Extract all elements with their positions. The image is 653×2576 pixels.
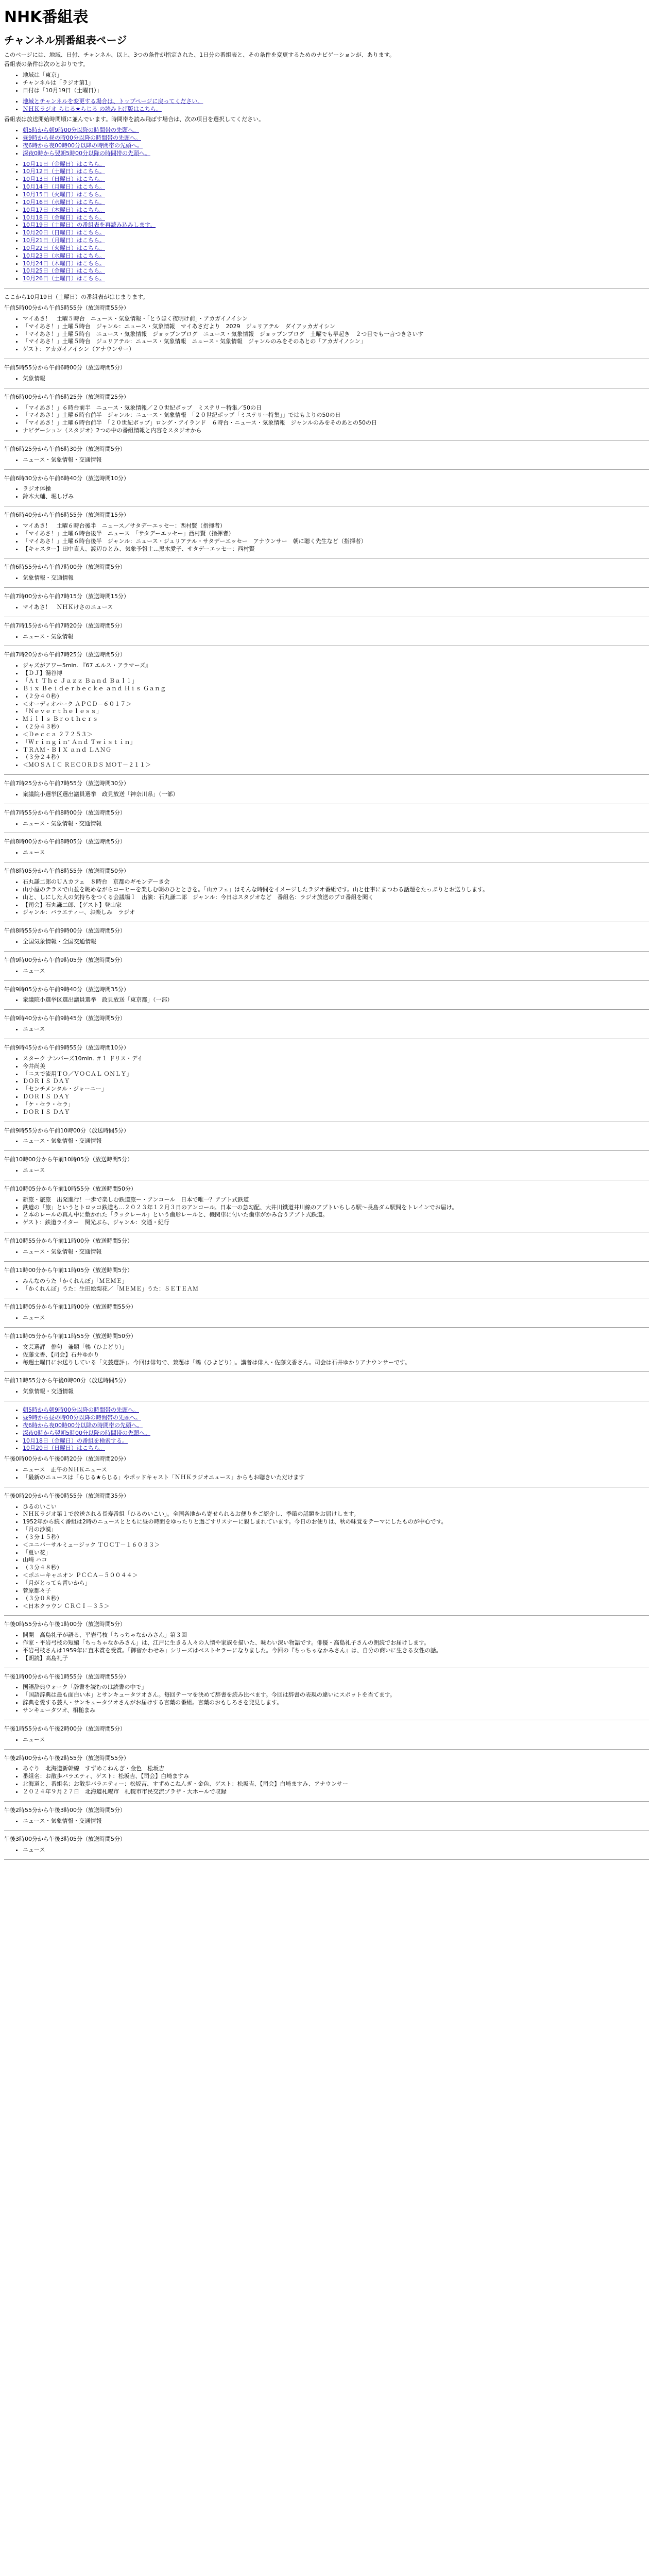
program-block [4, 1807, 649, 1831]
day-nav-link[interactable]: 10月22日（火曜日）はこちら。 [23, 244, 105, 251]
program-details [4, 1503, 649, 1611]
program-time: 午前7時25分から午前7時55分（放送時間30分） [4, 780, 129, 787]
program-time: 午前10時00分から午前10時05分（放送時間5分） [4, 1156, 133, 1163]
program-block [4, 1156, 649, 1180]
mid-time-nav-link[interactable]: 10月18日（金曜日）の番組を検索する。 [23, 1437, 128, 1444]
program-details [4, 1632, 649, 1662]
program-block [4, 957, 649, 981]
program-detail-line: • 気象情報・交通情報 [23, 574, 649, 582]
day-nav-link[interactable]: 10月11日（金曜日）はこちら。 [23, 160, 105, 167]
program-detail-line: • 「国語辞典は最も面白い本」とサンキュータツオさん。毎回テーマを決めて辞書を読み比べます。今回は辞書の表現の違いにスポットを当てます。 [23, 1691, 649, 1699]
program-detail-line: • 「ニスで流用ＴＯ／ＶＯＣＡＬ ＯＮＬＹ」 [23, 1071, 649, 1078]
program-details [4, 485, 649, 501]
program-detail-line: • 山小屋のテラスで山並を眺めながらコーヒーを楽しむ朝のひとときを。「山カフェ」はそんな時間をイメージしたラジオ番組です。山と仕事にまつわる話題をたっぷりとお送りします。 [23, 886, 649, 894]
program-time: 午前9時05分から午前9時40分（放送時間35分） [4, 986, 129, 993]
program-time: 午前9時55分から午前10時00分（放送時間5分） [4, 1127, 129, 1134]
program-details [4, 938, 649, 946]
program-detail-line: • ニュース・気象情報・交通情報 [23, 1248, 649, 1256]
time-nav-label: 番組表は放送開始時間順に並んでいます。時間帯を読み飛ばす場合は、次の項目を選択してください。 [4, 116, 265, 123]
program-details [4, 1765, 649, 1795]
program-block [4, 446, 649, 470]
day-nav-link[interactable]: 10月18日（金曜日）はこちら。 [23, 214, 105, 221]
program-block [4, 512, 649, 558]
program-block [4, 1377, 649, 1401]
program-time: 午後3時00分から午後3時05分（放送時間5分） [4, 1836, 126, 1843]
program-details [4, 574, 649, 582]
program-detail-line: • 「ケ・セラ・セラ」 [23, 1101, 649, 1109]
program-time: 午前10時55分から午前11時00分（放送時間5分） [4, 1238, 133, 1245]
program-details [4, 1314, 649, 1322]
program-detail-line: • 山と、しにした人の気持ちをつくる会議場ｌ 出演：石丸謙二郎 ジャンル：今日はスタジオなど 番組名：ラジオ放送のプロ番組を聞く [23, 894, 649, 902]
mid-time-nav-link[interactable]: 10月20日（日曜日）はこちら。 [23, 1445, 105, 1452]
program-details [4, 1818, 649, 1825]
program-detail-line: • あぐり 北海道新幹線 すずめこねんぎ・金色 松坂吉 [23, 1765, 649, 1773]
program-detail-line: • 「Ｗｒｉｎｇｉｎ’ Ａｎｄ Ｔｗｉｓｔｉｎ」 [23, 739, 649, 747]
program-block [4, 927, 649, 952]
program-detail-line: • 全国気象情報・全国交通情報 [23, 938, 649, 946]
program-detail-line: • 「センチメンタル・ジャーニー」 [23, 1086, 649, 1093]
day-nav-link[interactable]: 10月19日（土曜日）の番組表を再読み込みします。 [23, 222, 156, 229]
program-divider [4, 1749, 649, 1750]
mid-time-nav-item[interactable] [23, 1406, 649, 1414]
program-detail-line: • 「夏い花」 [23, 1549, 649, 1557]
program-divider [4, 1327, 649, 1328]
program-detail-line: • ＜日本クラウン ＣＲＣＩ－３５＞ [23, 1603, 649, 1611]
day-nav-link[interactable]: 10月13日（日曜日）はこちら。 [23, 176, 105, 183]
program-details [4, 1846, 649, 1854]
program-divider [4, 1009, 649, 1010]
program-detail-line: • マイあさ！ 土曜６時台後半 ニュース／サタデーエッセー：西村賢（指揮者） [23, 522, 649, 530]
program-block [4, 1455, 649, 1487]
program-detail-line: • 「マイあさ！」土曜６時台後半 ニュース 「サタデーエッセー」西村賢（指揮者） [23, 530, 649, 538]
condition-nav-item[interactable] [23, 98, 649, 106]
program-detail-line: • （３分１５秒） [23, 1534, 649, 1541]
mid-time-nav-item[interactable] [23, 1430, 649, 1437]
program-divider [4, 469, 649, 470]
program-detail-line: • 石丸謙二郎のＵＡカフェ ８時台 京都のギモンデーき会 [23, 878, 649, 886]
day-nav-item[interactable] [23, 199, 649, 207]
time-nav-link[interactable]: 昼9時から昼の時00分以降の時間帯の先頭へ。 [23, 134, 141, 142]
program-divider [4, 1261, 649, 1262]
program-detail-line: • ニュース 正午のＮＨＫニュース [23, 1466, 649, 1474]
program-time: 午前11時05分から午前11時00分（放送時間55分） [4, 1303, 136, 1311]
program-detail-line: • 「マイあさ！」土曜６時台後半 ジャンル：ニュース・ジュリアテル・サタデーエッセー アナウンサー 朝に聴く先生など（指揮者） [23, 538, 649, 546]
day-nav-item[interactable] [23, 267, 649, 275]
condition-nav-link[interactable]: 地域とチャンネルを変更する場合は、トップページに戻ってください。 [23, 97, 203, 105]
day-nav-link[interactable]: 10月25日（金曜日）はこちら。 [23, 267, 105, 275]
day-nav-item[interactable] [23, 245, 649, 252]
program-details [4, 1196, 649, 1227]
program-block [4, 394, 649, 440]
program-detail-line: • 辞典を愛する芸人・サンキュータツオさんがお届けする言葉の番組。言葉のおもしろさを発見します。 [23, 1699, 649, 1707]
program-detail-line: • ＜ユニバーサルミュージック ＴＯＣＴ－１６０３３＞ [23, 1541, 649, 1549]
program-block [4, 1044, 649, 1122]
program-list [4, 304, 649, 1401]
program-detail-line: • 鉄道の「旅」というとトロッコ鉄道も…２０２３年１２月３日のアンコール。日本一の急勾配、大井川鐵道井川線のアプトいちしろ駅〜長島ダム駅間をトレインでお届け。 [23, 1204, 649, 1212]
day-nav-link[interactable]: 10月17日（木曜日）はこちら。 [23, 206, 105, 213]
program-detail-line: • 【ＤＪ】湯谷博 [23, 670, 649, 677]
page-title: NHK番組表 [4, 8, 89, 26]
day-nav-link[interactable]: 10月14日（月曜日）はこちら。 [23, 183, 105, 191]
program-detail-line: • ジャンル：バラエティー、お楽しみ ラジオ [23, 909, 649, 917]
condition-item: • 地域は「東京」 [23, 72, 649, 79]
program-block [4, 364, 649, 388]
program-time: 午後1時55分から午後2時00分（放送時間5分） [4, 1725, 126, 1732]
time-nav-link[interactable]: 夜6時から夜00時00分以降の時間帯の先頭へ。 [23, 142, 143, 149]
program-list-pm [4, 1455, 649, 1860]
mid-time-nav-link[interactable]: 朝5時から朝9時00分以降の時間帯の先頭へ。 [23, 1406, 139, 1414]
program-detail-line: • Ｍｉｌｌｓ Ｂｒｏｔｈｅｒｓ [23, 716, 649, 723]
program-detail-line: • 「マイあさ！」土曜５時台 ジャンル：ニュース・気象情報 マイあさだより 2029 ジュリアテル ダイアッカガイシン [23, 323, 649, 331]
day-nav-link[interactable]: 10月26日（土曜日）はこちら。 [23, 275, 105, 282]
day-nav-link[interactable]: 10月16日（水曜日）はこちら。 [23, 198, 105, 206]
program-block [4, 1015, 649, 1039]
program-details [4, 375, 649, 383]
program-detail-line: • 「マイあさ！」土曜６時台前半 「２０世紀ポップ」ロング・アイランド ６時台・ニュース・気象情報 ジャンルのみをそのあとの50の日 [23, 419, 649, 427]
program-detail-line: • スターク ナンバーズ10min. ＃１ ドリス・デイ [23, 1055, 649, 1063]
program-detail-line: • ニュース [23, 968, 649, 975]
program-time: 午後0時55分から午後1時00分（放送時間5分） [4, 1621, 126, 1628]
day-nav-item[interactable] [23, 191, 649, 199]
program-block [4, 1836, 649, 1860]
day-nav-item[interactable] [23, 161, 649, 168]
program-details [4, 456, 649, 464]
program-block [4, 1725, 649, 1750]
program-divider [4, 980, 649, 981]
program-detail-line: • サンキュータツオ、相槌まみ [23, 1707, 649, 1715]
program-details [4, 791, 649, 799]
day-nav-link[interactable]: 10月20日（日曜日）はこちら。 [23, 229, 105, 236]
program-block [4, 1185, 649, 1232]
program-divider [4, 587, 649, 588]
program-details [4, 1026, 649, 1033]
program-divider [4, 1801, 649, 1802]
program-block [4, 1673, 649, 1720]
day-nav-item[interactable] [23, 168, 649, 176]
program-detail-line: • ニュース・気象情報 [23, 633, 649, 641]
program-details [4, 1167, 649, 1175]
program-block [4, 1127, 649, 1151]
program-detail-line: • ひるのいこい [23, 1503, 649, 1511]
program-detail-line: • ニュース・気象情報・交通情報 [23, 456, 649, 464]
program-detail-line: • ニュース・気象情報・交通情報 [23, 820, 649, 828]
program-detail-line: • 「マイあさ！」土曜６時台前半 ジャンル：ニュース・気象情報 「２０世紀ポップ「ミステリー特集」」ではもよりの50の日 [23, 412, 649, 419]
mid-time-nav-link[interactable]: 深夜0時から翌朝5時00分以降の時間帯の先頭へ。 [23, 1429, 150, 1436]
program-divider [4, 1150, 649, 1151]
program-detail-line: • ＴＲＡＭ・ＢＩＸ ａｎｄ ＬＡＮＧ [23, 747, 649, 754]
program-time: 午後0時20分から午後0時55分（放送時間35分） [4, 1492, 129, 1499]
day-nav-item[interactable] [23, 222, 649, 229]
time-nav-link[interactable]: 深夜0時から翌朝5時00分以降の時間帯の先頭へ。 [23, 149, 150, 157]
program-time: 午後0時00分から午後0時20分（放送時間20分） [4, 1455, 129, 1463]
program-detail-line: • 「Ｎｅｖｅｒｔｈｅｌｅｓｓ」 [23, 708, 649, 716]
program-detail-line: • 山崎 ハコ [23, 1556, 649, 1564]
day-nav-link[interactable]: 10月21日（月曜日）はこちら。 [23, 237, 105, 244]
program-details [4, 820, 649, 828]
program-detail-line: • ＤＯＲＩＳ ＤＡＹ [23, 1109, 649, 1116]
program-detail-line: • ＜オーディオパーク ＡＰＣＤ－６０１７＞ [23, 701, 649, 708]
program-detail-line: • 1952年から続く番組は2時のニュースとともに昼の時間をゆったりと過ごすリスナーに親しまれています。今日のお便りは、秋の味覚をテーマにしたものが中心です。 [23, 1518, 649, 1526]
program-detail-line: • 衆議院小選挙区選出議員選挙 政見放送「神奈川県」（一部） [23, 791, 649, 799]
program-time: 午前9時40分から午前9時45分（放送時間5分） [4, 1015, 126, 1022]
program-detail-line: • ゲスト：アカガイノイシン（アナウンサー） [23, 346, 649, 353]
program-details [4, 522, 649, 553]
program-time: 午前10時05分から午前10時55分（放送時間50分） [4, 1185, 136, 1192]
program-detail-line: • マイあさ！ 土曜５時台 ニュース・気象情報・「とうほく夜明け前」・アカガイノイシン [23, 315, 649, 323]
mid-time-nav-link[interactable]: 夜6時から夜00時00分以降の時間帯の先頭へ。 [23, 1421, 143, 1429]
time-nav-item[interactable] [23, 134, 649, 142]
condition-item: • チャンネルは「ラジオ第1」 [23, 79, 649, 87]
program-detail-line: • 「Ａｔ Ｔｈｅ Ｊａｚｚ Ｂａｎｄ Ｂａｌｌ」 [23, 677, 649, 685]
program-block [4, 1303, 649, 1328]
day-nav-item[interactable] [23, 237, 649, 245]
program-detail-line: • 気象情報・交通情報 [23, 1388, 649, 1396]
mid-time-nav-link[interactable]: 昼9時から昼の時00分以降の時間帯の先頭へ。 [23, 1414, 141, 1421]
program-block [4, 809, 649, 834]
program-detail-line: • ニュース・気象情報・交通情報 [23, 1818, 649, 1825]
program-detail-line: • 「かくれんぼ」うた：生田絵梨花／「ＭＥＭＥ」うた：ＳＥＴＥＡＭ [23, 1285, 649, 1293]
mid-time-nav-item[interactable] [23, 1414, 649, 1422]
program-detail-line: • マイあさ！ ＮＨＫけさのニュース [23, 604, 649, 612]
program-details [4, 878, 649, 917]
program-detail-line: • ＮＨＫラジオ第１で放送される長寿番組「ひるのいこい」。全国各地から寄せられるお便りをご紹介し、季節の話題をお届けします。 [23, 1511, 649, 1518]
program-details [4, 1466, 649, 1482]
program-details [4, 633, 649, 641]
program-block [4, 838, 649, 862]
program-detail-line: • ジャズがアワー5min. 『67 エルス・アラマーズ』 [23, 662, 649, 670]
program-divider [4, 1859, 649, 1860]
program-detail-line: • 平岩弓枝さんは1959年に直木賞を受賞。「御宿かわせみ」シリーズはベストセラーになりました。今回の『ちっちゃなかみさん』は、自分の商いに生きる女性の話。 [23, 1647, 649, 1655]
mid-time-nav-item[interactable] [23, 1445, 649, 1452]
program-time: 午前8時00分から午前8時05分（放送時間5分） [4, 838, 126, 845]
program-detail-line: • 文芸選評 俳句 兼題「鵯（ひよどり）」 [23, 1344, 649, 1351]
day-nav-link[interactable]: 10月23日（水曜日）はこちら。 [23, 252, 105, 259]
program-time: 午前9時45分から午前9時55分（放送時間10分） [4, 1044, 129, 1051]
program-block [4, 1238, 649, 1262]
program-time: 午前5時00分から午前5時55分（放送時間55分） [4, 304, 129, 311]
day-nav-item[interactable] [23, 183, 649, 191]
program-detail-line: • ニュース [23, 1026, 649, 1033]
program-details [4, 662, 649, 769]
program-detail-line: • ニュース [23, 849, 649, 857]
program-details [4, 1248, 649, 1256]
program-detail-line: • ニュース [23, 1167, 649, 1175]
program-detail-line: • 【キャスター】田中直人、渡辺ひとみ、気象予報士…黒木愛子、サタデーエッセー：西村賢 [23, 546, 649, 553]
day-nav-item[interactable] [23, 275, 649, 283]
program-detail-line: • ＤＯＲＩＳ ＤＡＹ [23, 1078, 649, 1086]
program-detail-line: • 番組名：お散歩バラエティ、ゲスト：松坂吉、【司会】白崎ますみ [23, 1773, 649, 1781]
program-detail-line: • 「マイあさ！」６時台前半 ニュース・気象情報／２０世紀ポップ ミステリー特集／50の日 [23, 404, 649, 412]
program-time: 午前6時00分から午前6時25分（放送時間25分） [4, 393, 129, 400]
program-time: 午前6時55分から午前7時00分（放送時間5分） [4, 564, 126, 571]
program-divider [4, 774, 649, 775]
program-block [4, 1621, 649, 1668]
program-divider [4, 951, 649, 952]
program-block [4, 304, 649, 359]
program-detail-line: • 今井尚美 [23, 1063, 649, 1071]
program-detail-line: • ＜Ｄｅｃｃａ ２７２５３＞ [23, 731, 649, 739]
program-block [4, 1333, 649, 1372]
program-detail-line: • ＤＯＲＩＳ ＤＡＹ [23, 1093, 649, 1101]
program-detail-line: • ニュース・気象情報・交通情報 [23, 1138, 649, 1145]
day-nav-item[interactable] [23, 260, 649, 268]
program-detail-line: • ニュース [23, 1736, 649, 1744]
time-nav-item[interactable] [23, 150, 649, 158]
program-time: 午前8時05分から午前8時55分（放送時間50分） [4, 868, 129, 875]
time-nav-links [4, 127, 649, 157]
program-time: 午前6時25分から午前6時30分（放送時間5分） [4, 445, 126, 452]
mid-time-nav-item[interactable] [23, 1422, 649, 1430]
program-detail-line: • 「マイあさ！」土曜５時台 ジュリアテル：ニュース・気象情報 ニュース・気象情報 ジャンルのみをそのあとの「アカガイノシン」 [23, 338, 649, 346]
time-nav-item[interactable] [23, 127, 649, 134]
program-detail-line: • ニュース [23, 1846, 649, 1854]
page-subtitle: チャンネル別番組表ページ [4, 33, 127, 46]
program-detail-line: • （３分０８秒） [23, 1595, 649, 1603]
program-time: 午前9時00分から午前9時05分（放送時間5分） [4, 956, 126, 963]
program-detail-line: • 毎週土曜日にお送りしている「文芸選評」。今回は俳句で、兼題は「鵯（ひよどり）」。講者は俳人・佐藤文香さん。司会は石井ゆかりアナウンサーです。 [23, 1359, 649, 1367]
program-details [4, 1344, 649, 1367]
program-detail-line: • みんなのうた「かくれんぼ」「ＭＥＭＥ」 [23, 1278, 649, 1285]
day-nav-item[interactable] [23, 176, 649, 183]
day-nav-item[interactable] [23, 214, 649, 222]
program-detail-line: • （２分４３秒） [23, 723, 649, 731]
program-time: 午前7時15分から午前7時20分（放送時間5分） [4, 622, 126, 629]
program-detail-line: • 【司会】石丸謙二郎、【ゲスト】登山家 [23, 902, 649, 909]
program-divider [4, 1371, 649, 1372]
program-block [4, 1493, 649, 1616]
program-detail-line: • 北海道と、番組名：お散歩バラエティー：松坂吉、すずめこねんぎ・金色、ゲスト：松坂吉、【司会】白崎ますみ、アナウンサー [23, 1781, 649, 1788]
program-detail-line: • ＜ＭＯＳＡＩＣ ＲＥＣＯＲＤＳ ＭＯＴ－２１１＞ [23, 761, 649, 769]
program-details [4, 1736, 649, 1744]
program-detail-line: • 「月の沙漠」 [23, 1526, 649, 1534]
program-block [4, 1267, 649, 1299]
program-time: 午前8時55分から午前9時00分（放送時間5分） [4, 927, 126, 935]
program-detail-line: • 佐藤文香、【司会】石井ゆかり [23, 1351, 649, 1359]
program-time: 午前7時20分から午前7時25分（放送時間5分） [4, 651, 126, 658]
program-detail-line: • 「マイあさ！」土曜５時台 ニュース・気象情報 ジョップンブログ ニュース・気象情報 ジョップンブログ 土曜でも早起き ２つ目でも一言つきさいす [23, 331, 649, 338]
program-detail-line: • 作家・平岩弓枝の短編「ちっちゃなかみさん」は、江戸に生きる人々の人情や家族を描いた、味わい深い物語です。俳優・高島礼子さんの朗読でお届けします。 [23, 1639, 649, 1647]
condition-nav-item[interactable] [23, 106, 649, 113]
program-details [4, 1055, 649, 1116]
program-detail-line: • 気象情報 [23, 375, 649, 383]
program-time: 午後2時00分から午後2時55分（放送時間55分） [4, 1754, 129, 1761]
program-block [4, 593, 649, 617]
program-block [4, 868, 649, 922]
page-intro: このページには、地域、日付、チャンネル、以上、3つの条件が指定された、1日分の番組表と、その条件を変更するためのナビゲーションが、あります。 [4, 51, 395, 58]
program-time: 午前6時40分から午前6時55分（放送時間15分） [4, 512, 129, 519]
program-details [4, 849, 649, 857]
program-detail-line: • （２分４０秒） [23, 693, 649, 701]
program-divider [4, 1830, 649, 1831]
day-nav-link[interactable]: 10月24日（木曜日）はこちら。 [23, 260, 105, 267]
program-detail-line: • 開開 高島礼子が語る、平岩弓枝「ちっちゃなかみさん」第３回 [23, 1632, 649, 1639]
program-detail-line: • ニュース [23, 1314, 649, 1322]
day-nav-item[interactable] [23, 207, 649, 214]
divider [4, 288, 649, 289]
program-detail-line: • ナビゲーション（スタジオ）2つの中の番組情報と内容をスタジオから [23, 427, 649, 435]
condition-nav-link[interactable]: ＮＨＫラジオ らじる★らじる の読み上げ版はこちら。 [23, 105, 162, 112]
program-time: 午前11時05分から午前11時55分（放送時間50分） [4, 1333, 136, 1340]
program-time: 午後1時00分から午後1時55分（放送時間55分） [4, 1673, 129, 1680]
program-block [4, 986, 649, 1010]
program-detail-line: • ２本のレールの真ん中に敷かれた「ラックレール」という歯形レールと、機関車に付いた歯車がかみ合うアプト式鉄道。 [23, 1211, 649, 1219]
program-time: 午前11時00分から午前11時05分（放送時間5分） [4, 1266, 133, 1274]
program-detail-line: • 鈴木大輔、堀しげみ [23, 493, 649, 501]
program-block [4, 475, 649, 507]
time-nav-link[interactable]: 朝5時から朝9時00分以降の時間帯の先頭へ。 [23, 127, 139, 134]
program-block [4, 564, 649, 588]
program-time: 午後2時55分から午後3時00分（放送時間5分） [4, 1806, 126, 1814]
mid-time-nav-item[interactable] [23, 1437, 649, 1445]
program-time: 午前11時55分から午後0時00分（放送時間5分） [4, 1377, 129, 1384]
day-nav-item[interactable] [23, 252, 649, 260]
program-details [4, 1684, 649, 1714]
day-nav-link[interactable]: 10月15日（火曜日）はこちら。 [23, 191, 105, 198]
program-detail-line: • 「最新のニュースは「らじる★らじる」やポッドキャスト「ＮＨＫラジオニュース」からもお聴きいただけます [23, 1474, 649, 1482]
program-details [4, 1388, 649, 1396]
program-time: 午前7時55分から午前8時00分（放送時間5分） [4, 809, 126, 816]
conditions-list [4, 72, 649, 95]
program-detail-line: • 菅原都々子 [23, 1587, 649, 1595]
program-detail-line: • 「月がとっても青いから」 [23, 1580, 649, 1587]
time-nav-item[interactable] [23, 142, 649, 150]
program-detail-line: • ２０２４年９月２７日 北海道札幌市 札幌市市民交流プラザ・大ホールで収録 [23, 1788, 649, 1796]
program-detail-line: • 【朗読】高島礼子 [23, 1655, 649, 1663]
day-nav-item[interactable] [23, 229, 649, 237]
program-block [4, 622, 649, 647]
program-details [4, 604, 649, 612]
program-details [4, 1278, 649, 1293]
program-block [4, 651, 649, 775]
program-time: 午前5時55分から午前6時00分（放送時間5分） [4, 364, 126, 371]
program-detail-line: • 衆議院小選挙区選出議員選挙 政見放送「東京都」（一部） [23, 996, 649, 1004]
program-block [4, 1755, 649, 1802]
program-detail-line: • Ｂｉｘ Ｂｅｉｄｅｒｂｅｃｋｅ ａｎｄ Ｈｉｓ Ｇａｎｇ [23, 685, 649, 693]
program-detail-line: • ラジオ体操 [23, 485, 649, 493]
program-detail-line: • 新旅・旅旅 出発進行！一歩で楽しむ鉄道旅ー・アンコール 日本で唯一？アプト式鉄道 [23, 1196, 649, 1204]
program-detail-line: • （３分２４秒） [23, 754, 649, 761]
program-details [4, 996, 649, 1004]
program-detail-line: • ゲスト：鉄道ライター 関光ぶら、ジャンル：交通・紀行 [23, 1219, 649, 1227]
condition-links [4, 98, 649, 113]
list-start-text: ここから10月19日（土曜日）の番組表がはじまります。 [4, 294, 149, 301]
program-details [4, 1138, 649, 1145]
program-block [4, 780, 649, 804]
mid-time-nav-links [4, 1406, 649, 1452]
program-detail-line: • ＜ポニーキャニオン ＰＣＣＡ－５００４４＞ [23, 1572, 649, 1580]
program-details [4, 315, 649, 353]
conditions-label: 番組表の条件は次のとおりです。 [4, 61, 89, 68]
condition-item: • 日付は「10月19日（土曜日）」 [23, 87, 649, 95]
program-details [4, 968, 649, 975]
program-time: 午前7時00分から午前7時15分（放送時間15分） [4, 593, 129, 600]
program-divider [4, 1615, 649, 1616]
day-nav-link[interactable]: 10月12日（土曜日）はこちら。 [23, 168, 105, 175]
program-time: 午前6時30分から午前6時40分（放送時間10分） [4, 474, 129, 482]
day-nav-links [4, 161, 649, 283]
program-details [4, 404, 649, 435]
program-detail-line: • 国語辞典ウォーク「辞書を読むのは読書の中で」 [23, 1684, 649, 1691]
program-detail-line: • （３分４８秒） [23, 1564, 649, 1572]
